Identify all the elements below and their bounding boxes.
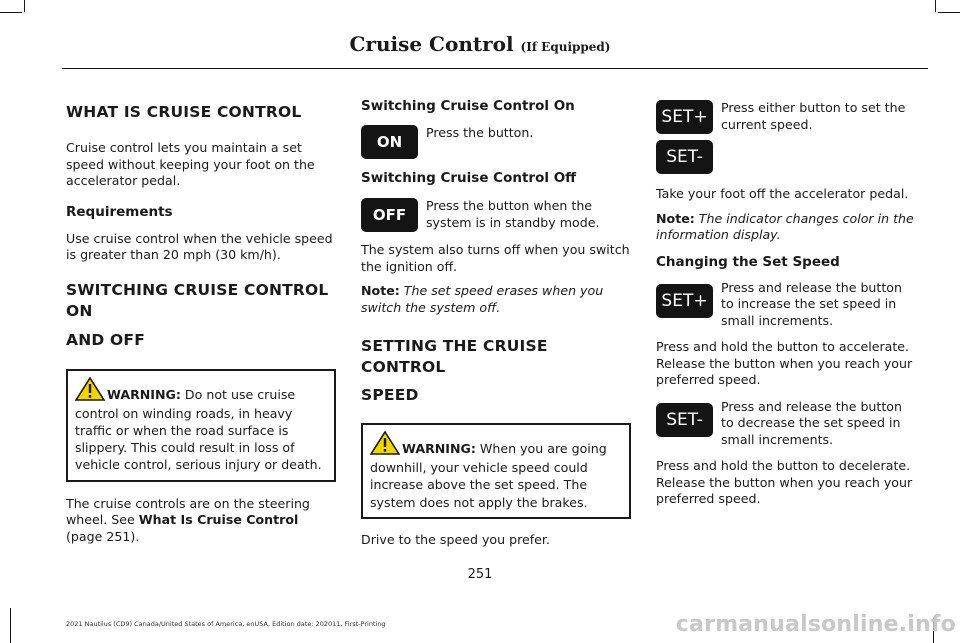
heading-switching-on: Switching Cruise Control On	[361, 98, 575, 114]
off-button-row	[361, 198, 631, 232]
title-main: Cruise Control	[349, 32, 514, 56]
decrease-row	[656, 399, 918, 449]
watermark: carmanualsonline.info	[675, 612, 956, 637]
drive-paragraph: Drive to the speed you prefer.	[361, 531, 550, 547]
heading-requirements: Requirements	[66, 203, 173, 220]
crop-mark	[24, 0, 25, 12]
foot-off-paragraph: Take your foot off the accelerator pedal.	[656, 186, 909, 201]
increase-instruction: Press and release the button to increase the set speed in small increments.	[721, 279, 902, 328]
cross-reference-link[interactable]: What Is Cruise Control	[138, 512, 299, 528]
title-subtitle: (If Equipped)	[520, 40, 611, 54]
crop-mark	[935, 0, 936, 12]
off-button-icon: OFF	[361, 198, 418, 232]
heading-setting-line-2: SPEED	[361, 386, 419, 404]
ignition-paragraph: The system also turns off when you switch the ignition off.	[361, 242, 630, 274]
note-label: Note:	[361, 283, 400, 298]
note-set-speed-erases	[361, 283, 631, 316]
decrease-instruction: Press and release the button to decrease the set speed in small increments.	[721, 398, 902, 447]
set-buttons-row	[656, 100, 918, 174]
warning-box	[361, 423, 631, 519]
on-instruction: Press the button.	[426, 125, 534, 140]
set-button-stack	[656, 100, 713, 174]
set-speed-instruction: Press either button to set the current speed.	[721, 100, 906, 132]
heading-switching-off: Switching Cruise Control Off	[361, 170, 577, 186]
note-text: The indicator changes color in the information display.	[656, 210, 914, 242]
column-3	[656, 96, 918, 508]
column-2	[361, 96, 631, 548]
crop-mark	[0, 12, 22, 13]
set-plus-button-icon: SET+	[656, 284, 713, 318]
on-button-row	[361, 125, 631, 159]
off-instruction: Press the button when the system is in standby mode.	[426, 198, 600, 230]
note-text: The set speed erases when you switch the system off.	[361, 283, 604, 315]
warning-text: When you are going downhill, your vehicle speed could increase above the set speed. The system does not apply the brakes.	[370, 441, 607, 510]
controls-text: The cruise controls are on the steering wheel. See	[66, 495, 310, 528]
warning-triangle-icon	[370, 431, 400, 459]
requirements-paragraph: Use cruise control when the vehicle speed is greater than 20 mph (30 km/h).	[66, 230, 333, 262]
crop-mark	[938, 12, 960, 13]
heading-switching-line-2: AND OFF	[66, 330, 145, 349]
heading-what-is-cruise-control: WHAT IS CRUISE CONTROL	[66, 103, 302, 121]
set-plus-button-icon: SET+	[656, 100, 713, 134]
heading-setting-line-1: SETTING THE CRUISE CONTROL	[361, 337, 548, 376]
note-indicator	[656, 211, 918, 244]
warning-triangle-icon	[75, 377, 105, 405]
on-button-icon: ON	[361, 125, 418, 159]
warning-text: Do not use cruise control on winding roads, in heavy traffic or when the road surface is slippery. This could result in loss of vehicle control, serious injury or death.	[75, 386, 322, 473]
note-label: Note:	[656, 210, 695, 226]
set-minus-button-icon: SET-	[656, 140, 713, 174]
warning-label: WARNING:	[107, 386, 181, 402]
page-number: 251	[467, 567, 493, 582]
warning-label: WARNING:	[402, 441, 476, 456]
accelerate-paragraph: Press and hold the button to accelerate. Release the button when you reach your preferred speed.	[656, 339, 913, 387]
crop-mark	[10, 608, 11, 643]
edition-line: 2021 Nautilus (CD9) Canada/United States of America, enUSA, Edition date: 202011, First-Printing	[66, 620, 386, 628]
page-title	[0, 32, 960, 56]
controls-page-ref: (page 251).	[66, 528, 140, 544]
set-minus-button-icon: SET-	[656, 403, 713, 437]
warning-box	[66, 369, 336, 482]
controls-paragraph	[66, 496, 336, 546]
decelerate-paragraph: Press and hold the button to decelerate. Release the button when you reach your preferred speed.	[656, 458, 913, 506]
heading-changing-set-speed: Changing the Set Speed	[656, 253, 840, 270]
header-rule	[62, 68, 928, 69]
what-is-paragraph: Cruise control lets you maintain a set speed without keeping your foot on the accelerator pedal.	[66, 140, 315, 188]
increase-row	[656, 280, 918, 330]
heading-switching-line-1: SWITCHING CRUISE CONTROL ON	[66, 280, 329, 320]
column-1	[66, 96, 336, 545]
